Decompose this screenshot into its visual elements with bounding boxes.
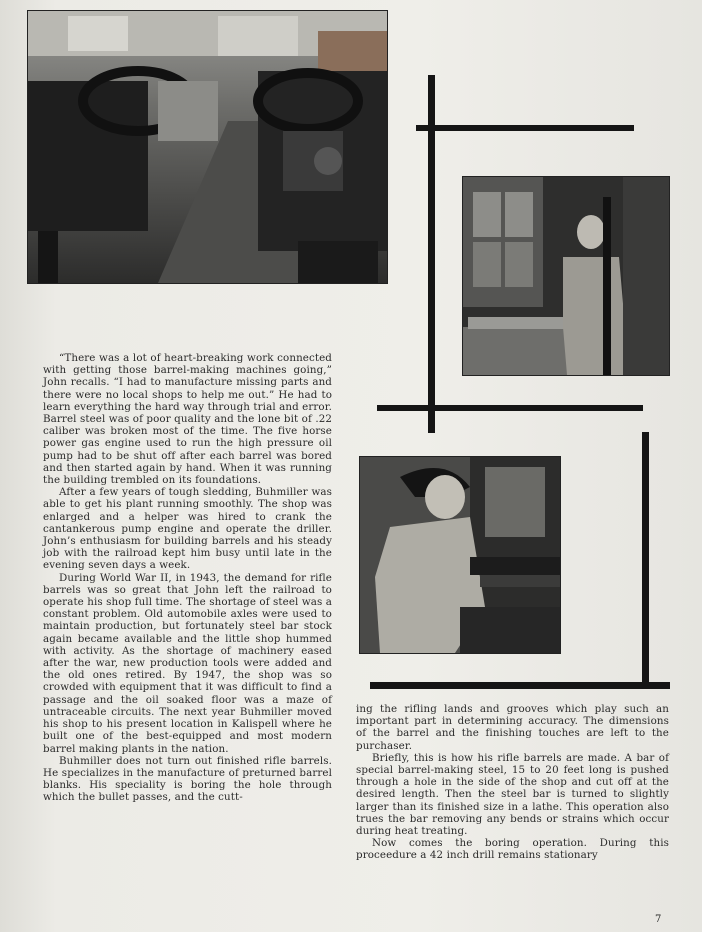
article-left-column [43,352,332,804]
article-paragraph: Buhmiller does not turn out finished rifle barrels. He specializes in the manufacture of preturned barrel blanks. His speciality is boring the hole through which the bullet passes, and the cutt- [43,754,332,804]
decorative-rule [377,405,643,411]
man-holding-barrel-photo [462,176,670,376]
article-paragraph: ing the rifling lands and grooves which play such an important part in determining accuracy. The dimensions of the barrel and the finishing touches are left to the purchaser. [356,703,669,752]
article-paragraph: “There was a lot of heart-breaking work connected with getting those barrel-making machines going,” John recalls. “I had to manufacture missing parts and there were no local shops to help me out.” He had to learn everything the hard way through trial and error. Barrel steel was of poor quality and the lone bit of .22 caliber was broken most of the time. The five horse power gas engine used to run the high pressure oil pump had to be shut off after each barrel was bored and then started again by hand. When it was running the building trembled on its foundations. [43,352,332,487]
article-right-column [356,703,669,862]
machine-shop-photo [27,10,388,284]
article-paragraph: Now comes the boring operation. During this proceedure a 42 inch drill remains stationary [356,837,669,862]
article-paragraph: Briefly, this is how his rifle barrels are made. A bar of special barrel-making steel, 15 to 20 feet long is pushed through a hole in the side of the shop and cut off at the desired length. Then the steel bar is turned to slightly larger than its finished size in a lathe. This operation also trues the bar removing any bends or strains which occur during heat treating. [356,751,669,838]
article-paragraph: After a few years of tough sledding, Buhmiller was able to get his plant running smoothly. The shop was enlarged and a helper was hired to crank the cantankerous pump engine and operate the driller. John’s enthusiasm for building barrels and his steady job with the railroad kept him busy until late in the evening seven days a week. [43,486,332,572]
decorative-rule [642,432,649,687]
decorative-rule [370,682,670,689]
page-number: 7 [655,914,662,925]
article-paragraph: During World War II, in 1943, the demand for rifle barrels was so great that John left the railroad to operate his shop full time. The shortage of steel was a constant problem. Old automobile axles were used to maintain production, but fortunately steel bar stock again became available and the little shop hummed with activity. As the shortage of machinery eased after the war, new production tools were added and the old ones retired. By 1947, the shop was so crowded with equipment that it was difficult to find a passage and the oil soaked floor was a maze of untraceable circuits. The next year Buhmiller moved his shop to his present location in Kalispell where he built one of the best-equipped and most modern barrel making plants in the nation. [43,571,332,755]
decorative-rule [416,125,634,131]
man-at-lathe-photo [359,456,561,654]
